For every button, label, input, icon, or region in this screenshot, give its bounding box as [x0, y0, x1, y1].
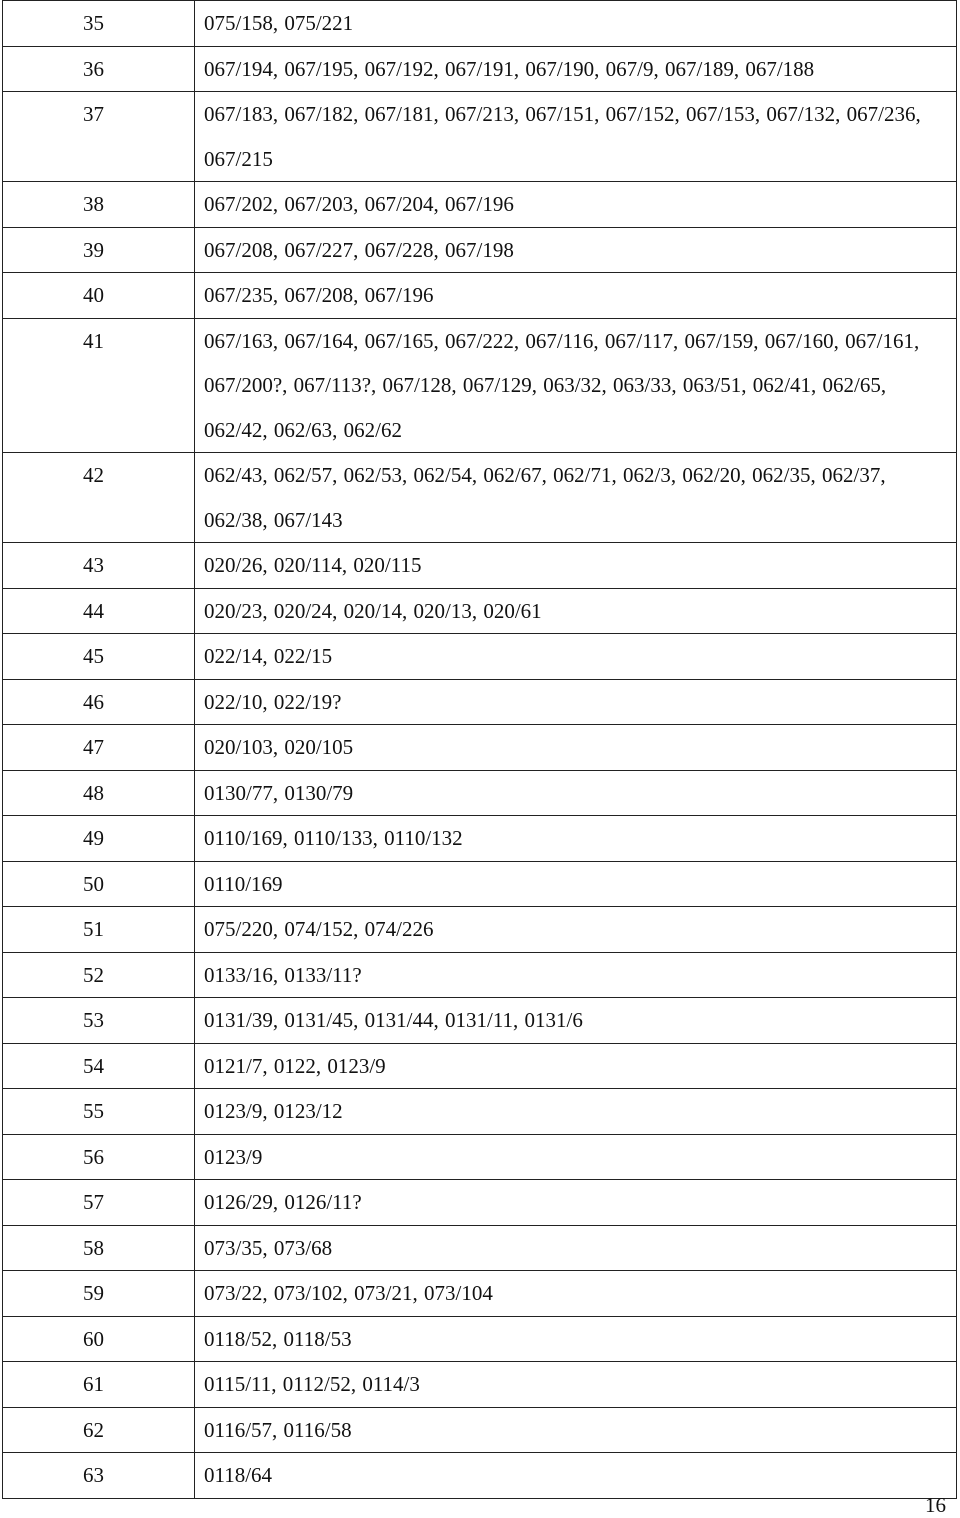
parcel-list: 0118/52, 0118/53: [195, 1316, 957, 1362]
table-row: [3, 46, 957, 92]
row-number: 62: [3, 1407, 195, 1453]
parcel-list: 0131/39, 0131/45, 0131/44, 0131/11, 0131/6: [195, 998, 957, 1044]
row-number: 43: [3, 543, 195, 589]
row-number: 51: [3, 907, 195, 953]
table-row: [3, 543, 957, 589]
parcel-table-body: [3, 1, 957, 1499]
table-row: [3, 273, 957, 319]
row-number: 59: [3, 1271, 195, 1317]
row-number: 35: [3, 1, 195, 47]
row-number: 39: [3, 227, 195, 273]
parcel-list: 067/163, 067/164, 067/165, 067/222, 067/116, 067/117, 067/159, 067/160, 067/161, 067/200?, 067/113?, 067/128, 067/129, 063/32, 063/33, 063/51, 062/41, 062/65, 062/42, 062/63, 062/62: [195, 318, 957, 453]
table-row: [3, 1, 957, 47]
table-row: [3, 1407, 957, 1453]
row-number: 37: [3, 92, 195, 182]
row-number: 63: [3, 1453, 195, 1499]
parcel-list: 067/183, 067/182, 067/181, 067/213, 067/151, 067/152, 067/153, 067/132, 067/236, 067/215: [195, 92, 957, 182]
row-number: 49: [3, 816, 195, 862]
parcel-list: 020/26, 020/114, 020/115: [195, 543, 957, 589]
table-row: [3, 588, 957, 634]
parcel-list: 073/35, 073/68: [195, 1225, 957, 1271]
table-row: [3, 318, 957, 453]
table-row: [3, 770, 957, 816]
table-row: [3, 1089, 957, 1135]
parcel-list: 0110/169: [195, 861, 957, 907]
row-number: 52: [3, 952, 195, 998]
parcel-list: 0116/57, 0116/58: [195, 1407, 957, 1453]
table-row: [3, 1180, 957, 1226]
page-number: 16: [925, 1493, 946, 1517]
row-number: 50: [3, 861, 195, 907]
parcel-list: 0121/7, 0122, 0123/9: [195, 1043, 957, 1089]
parcel-list: 062/43, 062/57, 062/53, 062/54, 062/67, 062/71, 062/3, 062/20, 062/35, 062/37, 062/38, 067/143: [195, 453, 957, 543]
parcel-list: 067/235, 067/208, 067/196: [195, 273, 957, 319]
table-row: [3, 92, 957, 182]
table-row: [3, 1134, 957, 1180]
table-row: [3, 907, 957, 953]
table-row: [3, 679, 957, 725]
row-number: 38: [3, 182, 195, 228]
table-row: [3, 952, 957, 998]
table-row: [3, 1362, 957, 1408]
row-number: 47: [3, 725, 195, 771]
row-number: 55: [3, 1089, 195, 1135]
row-number: 54: [3, 1043, 195, 1089]
table-row: [3, 1316, 957, 1362]
row-number: 61: [3, 1362, 195, 1408]
table-row: [3, 182, 957, 228]
row-number: 53: [3, 998, 195, 1044]
parcel-list: 0126/29, 0126/11?: [195, 1180, 957, 1226]
parcel-list: 075/220, 074/152, 074/226: [195, 907, 957, 953]
row-number: 48: [3, 770, 195, 816]
table-row: [3, 634, 957, 680]
row-number: 41: [3, 318, 195, 453]
parcel-list: 067/194, 067/195, 067/192, 067/191, 067/190, 067/9, 067/189, 067/188: [195, 46, 957, 92]
table-row: [3, 816, 957, 862]
table-row: [3, 1043, 957, 1089]
parcel-table: [2, 0, 957, 1499]
parcel-list: 0110/169, 0110/133, 0110/132: [195, 816, 957, 862]
table-row: [3, 1453, 957, 1499]
parcel-list: 020/103, 020/105: [195, 725, 957, 771]
row-number: 42: [3, 453, 195, 543]
parcel-list: 075/158, 075/221: [195, 1, 957, 47]
parcel-list: 0118/64: [195, 1453, 957, 1499]
row-number: 46: [3, 679, 195, 725]
row-number: 45: [3, 634, 195, 680]
row-number: 57: [3, 1180, 195, 1226]
parcel-list: 0115/11, 0112/52, 0114/3: [195, 1362, 957, 1408]
row-number: 44: [3, 588, 195, 634]
table-row: [3, 725, 957, 771]
row-number: 60: [3, 1316, 195, 1362]
parcel-list: 0130/77, 0130/79: [195, 770, 957, 816]
parcel-list: 022/14, 022/15: [195, 634, 957, 680]
row-number: 36: [3, 46, 195, 92]
parcel-list: 0133/16, 0133/11?: [195, 952, 957, 998]
table-row: [3, 1271, 957, 1317]
table-row: [3, 1225, 957, 1271]
parcel-list: 073/22, 073/102, 073/21, 073/104: [195, 1271, 957, 1317]
table-row: [3, 861, 957, 907]
table-row: [3, 453, 957, 543]
row-number: 40: [3, 273, 195, 319]
parcel-list: 020/23, 020/24, 020/14, 020/13, 020/61: [195, 588, 957, 634]
table-row: [3, 998, 957, 1044]
parcel-list: 0123/9: [195, 1134, 957, 1180]
parcel-list: 067/208, 067/227, 067/228, 067/198: [195, 227, 957, 273]
parcel-list: 022/10, 022/19?: [195, 679, 957, 725]
table-row: [3, 227, 957, 273]
row-number: 56: [3, 1134, 195, 1180]
parcel-list: 0123/9, 0123/12: [195, 1089, 957, 1135]
parcel-list: 067/202, 067/203, 067/204, 067/196: [195, 182, 957, 228]
row-number: 58: [3, 1225, 195, 1271]
